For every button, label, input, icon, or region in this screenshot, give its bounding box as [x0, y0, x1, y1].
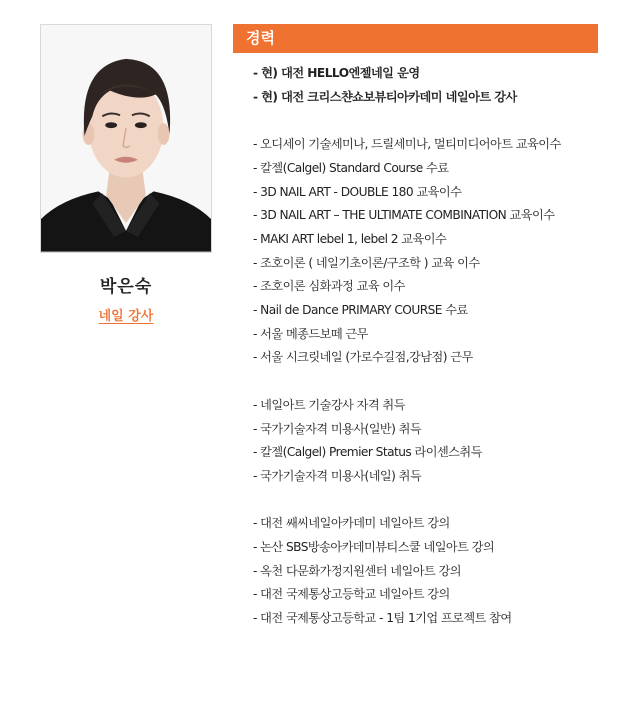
career-item: - 조호이론 ( 네일기초이론/구조학 ) 교육 이수 — [253, 255, 480, 270]
profile-photo — [40, 24, 212, 253]
career-item: - 현) 대전 크리스챤쇼보뷰티아카데미 네일아트 강사 — [253, 89, 517, 104]
career-section-title: 경력 — [246, 29, 275, 47]
career-item: - 서울 메종드보떼 근무 — [253, 326, 368, 341]
certification-item: - 국가기술자격 미용사(네일) 취득 — [253, 468, 422, 483]
lecture-item: - 대전 쌔씨네일아카데미 네일아트 강의 — [253, 516, 450, 531]
certification-item: - 네일아트 기술강사 자격 취득 — [253, 397, 405, 412]
list-spacer — [253, 489, 633, 513]
career-item: - Nail de Dance PRIMARY COURSE 수료 — [253, 303, 468, 318]
career-item: - 3D NAIL ART - DOUBLE 180 교육이수 — [253, 184, 462, 199]
instructor-role-link[interactable]: 네일 강사 — [98, 309, 154, 324]
instructor-name: 박은숙 — [99, 277, 153, 297]
lecture-item: - 대전 국제통상고등학교 - 1팀 1기업 프로젝트 참여 — [253, 611, 512, 626]
career-item: - MAKI ART lebel 1, lebel 2 교육이수 — [253, 231, 447, 246]
career-item: - 3D NAIL ART – THE ULTIMATE COMBINATION 교육이수 — [253, 208, 555, 223]
portrait-image — [41, 25, 211, 252]
career-list — [253, 62, 633, 631]
lecture-item: - 논산 SBS방송아카데미뷰티스쿨 네일아트 강의 — [253, 540, 495, 555]
list-spacer — [253, 370, 633, 394]
lecture-item: - 대전 국제통상고등학교 네일아트 강의 — [253, 587, 450, 602]
career-item: - 조호이론 심화과정 교육 이수 — [253, 279, 405, 294]
list-spacer — [253, 109, 633, 133]
career-item: - 오디세이 기술세미나, 드릴세미나, 멀티미디어아트 교육이수 — [253, 137, 561, 152]
certification-item: - 칼젤(Calgel) Premier Status 라이센스취득 — [253, 445, 482, 460]
career-section-header — [233, 24, 598, 53]
career-item: - 서울 시크릿네일 (가로수길점,강남점) 근무 — [253, 350, 473, 365]
lecture-item: - 옥천 다문화가정지원센터 네일아트 강의 — [253, 563, 461, 578]
career-item: - 칼젤(Calgel) Standard Course 수료 — [253, 160, 449, 175]
career-item: - 현) 대전 HELLO엔젤네일 운영 — [253, 66, 420, 80]
certification-item: - 국가기술자격 미용사(일반) 취득 — [253, 421, 422, 436]
